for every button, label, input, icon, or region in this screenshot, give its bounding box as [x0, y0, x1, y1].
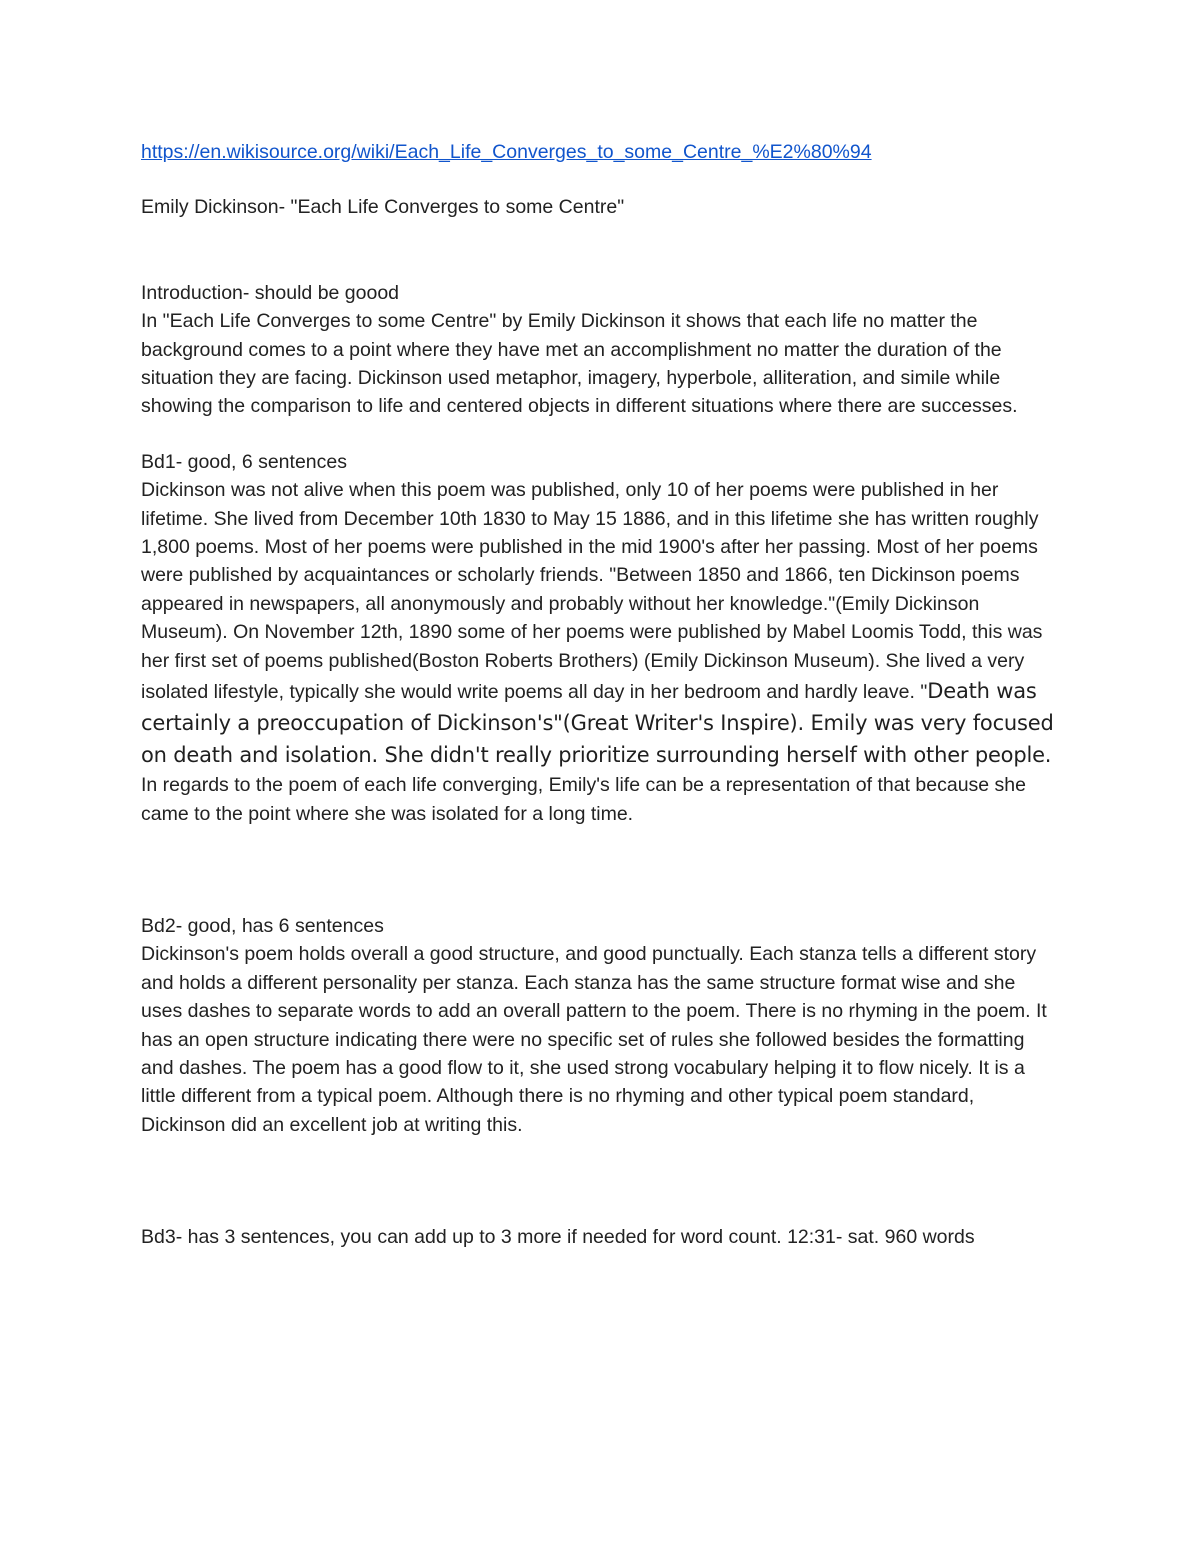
- spacer: [141, 828, 1061, 912]
- spacer: [141, 166, 1061, 193]
- bd1-paragraph-continued: In regards to the poem of each life converging, Emily's life can be a representation of that because she came to the point where she was isolated for a long time.: [141, 774, 1026, 825]
- bd2-paragraph: Dickinson's poem holds overall a good structure, and good punctually. Each stanza tells a different story and holds a different personality per stanza. Each stanza has the same structure format wise and she uses dashes to separate words to add an overall pattern to the poem. There is no rhyming in the poem. It has an open structure indicating there were no specific set of rules she followed besides the formatting and dashes. The poem has a good flow to it, she used strong vocabulary helping it to flow nicely. It is a little different from a typical poem. Although there is no rhyming and other typical poem standard, Dickinson did an excellent job at writing this.: [141, 943, 1047, 1136]
- bd1-text-part-b: Death was certainly a preoccupation of Dickinson's"(Great Writer's Inspire). Emily was very focused on death and isolation. She didn't really prioritize surrounding herself with other people.: [141, 679, 1054, 768]
- intro-paragraph: In "Each Life Converges to some Centre" by Emily Dickinson it shows that each life no matter the background comes to a point where they have met an accomplishment no matter the duration of the situation they are facing. Dickinson used metaphor, imagery, hyperbole, alliteration, and simile while showing the comparison to life and centered objects in different situations where there are successes.: [141, 310, 1018, 418]
- intro-heading: Introduction- should be goood: [141, 281, 400, 304]
- bd1-paragraph: [141, 476, 1061, 771]
- spacer: [141, 421, 1061, 448]
- spacer: [141, 222, 1061, 279]
- bd2-heading: Bd2- good, has 6 sentences: [141, 914, 384, 937]
- document-body: [141, 138, 1061, 1252]
- spacer: [141, 1139, 1061, 1223]
- source-link[interactable]: https://en.wikisource.org/wiki/Each_Life_Converges_to_some_Centre_%E2%80%94: [141, 141, 872, 163]
- bd1-heading: Bd1- good, 6 sentences: [141, 450, 347, 473]
- bd1-text-part-a: Dickinson was not alive when this poem was published, only 10 of her poems were published in her lifetime. She lived from December 10th 1830 to May 15 1886, and in this lifetime she has written roughly 1,800 poems. Most of her poems were published in the mid 1900's after her passing. Most of her poems were published by acquaintances or scholarly friends. "Between 1850 and 1866, ten Dickinson poems appeared in newspapers, all anonymously and probably without her knowledge."(Emily Dickinson Museum). On November 12th, 1890 some of her poems were published by Mabel Loomis Todd, this was her first set of poems published(Boston Roberts Brothers) (Emily Dickinson Museum). She lived a very isolated lifestyle, typically she would write poems all day in her bedroom and hardly leave. ": [141, 479, 1043, 704]
- bd3-heading: Bd3- has 3 sentences, you can add up to 3 more if needed for word count. 12:31- sat. 960 words: [141, 1226, 975, 1249]
- document-title: Emily Dickinson- "Each Life Converges to some Centre": [141, 196, 625, 219]
